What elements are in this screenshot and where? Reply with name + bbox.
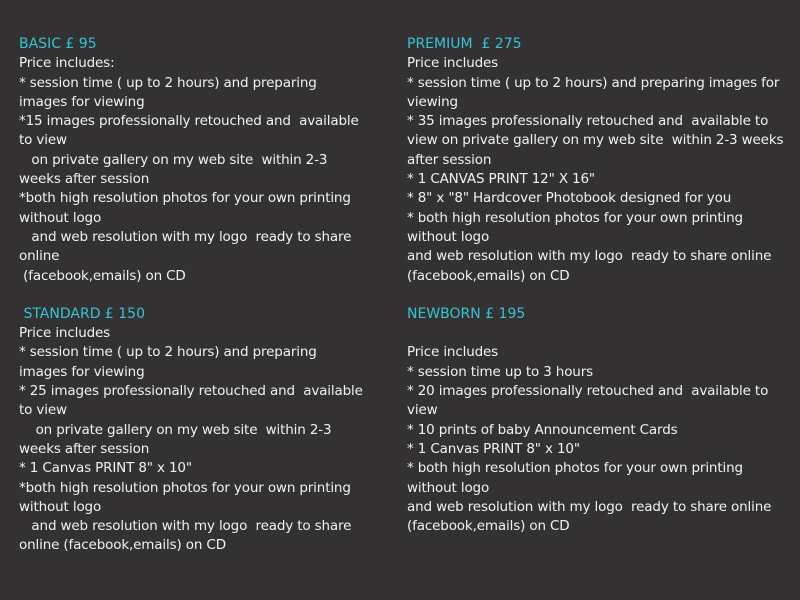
package-premium-line: without logo [407,228,490,245]
package-premium-line: * both high resolution photos for your own printing [407,209,743,226]
package-standard-line: * 25 images professionally retouched and available [19,383,363,400]
package-basic-line: online [19,248,60,265]
package-basic-line: to view [19,132,67,149]
package-premium-title: PREMIUM £ 275 [407,36,522,52]
package-standard-line: online (facebook,emails) on CD [19,537,226,554]
left-column [19,35,379,575]
package-newborn-line: Price includes [407,344,499,361]
package-standard-line: to view [19,402,67,419]
package-newborn-title: NEWBORN £ 195 [407,305,526,322]
package-standard-line: without logo [19,498,102,515]
package-premium-line: and web resolution with my logo ready to share online [407,248,772,265]
package-newborn-line: * 20 images professionally retouched and available to [407,383,769,400]
package-standard-line: images for viewing [19,363,145,380]
package-newborn-line: * 1 Canvas PRINT 8" x 10" [407,440,580,457]
package-standard-line: weeks after session [19,440,150,457]
package-premium-line: * 1 CANVAS PRINT 12" X 16" [407,171,595,188]
package-basic-title: BASIC £ 95 [19,36,97,52]
package-basic-line: Price includes: [19,55,115,72]
package-newborn-line: * 10 prints of baby Announcement Cards [407,421,678,438]
package-standard-line: * session time ( up to 2 hours) and preparing [19,344,317,361]
package-newborn-line: (facebook,emails) on CD [407,518,570,535]
package-premium [407,35,792,286]
package-premium-line: * 8" x "8" Hardcover Photobook designed for you [407,190,732,207]
package-basic-line: images for viewing [19,93,145,110]
package-standard-line: and web resolution with my logo ready to share [19,518,352,535]
package-standard-line: *both high resolution photos for your own printing [19,479,351,496]
package-basic-line: (facebook,emails) on CD [19,267,186,284]
package-premium-line: * session time ( up to 2 hours) and preparing images for [407,74,780,91]
package-premium-line: * 35 images professionally retouched and available to [407,113,769,130]
package-premium-line: (facebook,emails) on CD [407,267,570,284]
package-premium-line: Price includes [407,55,499,72]
package-basic-line: weeks after session [19,171,150,188]
package-premium-line: view on private gallery on my web site within 2-3 weeks [407,132,784,149]
package-newborn-line: * both high resolution photos for your own printing [407,460,743,477]
package-newborn-line: and web resolution with my logo ready to share online [407,498,772,515]
package-basic [19,35,379,286]
package-premium-line: viewing [407,93,458,110]
package-basic-line: and web resolution with my logo ready to share [19,228,352,245]
package-basic-line: without logo [19,209,102,226]
package-basic-line: *15 images professionally retouched and available [19,113,359,130]
package-standard-title: STANDARD £ 150 [19,305,145,322]
package-standard [19,305,379,556]
package-basic-line: on private gallery on my web site within 2-3 [19,151,328,168]
package-standard-line: * 1 Canvas PRINT 8" x 10" [19,460,192,477]
package-newborn-line: without logo [407,479,490,496]
package-basic-line: *both high resolution photos for your own printing [19,190,351,207]
package-standard-line: on private gallery on my web site within 2-3 [19,421,332,438]
package-newborn [407,305,792,537]
package-basic-line: * session time ( up to 2 hours) and preparing [19,74,317,91]
package-newborn-line: view [407,402,438,419]
package-standard-line: Price includes [19,325,111,342]
package-premium-line: after session [407,151,492,168]
right-column [407,35,792,555]
package-newborn-line: * session time up to 3 hours [407,363,593,380]
